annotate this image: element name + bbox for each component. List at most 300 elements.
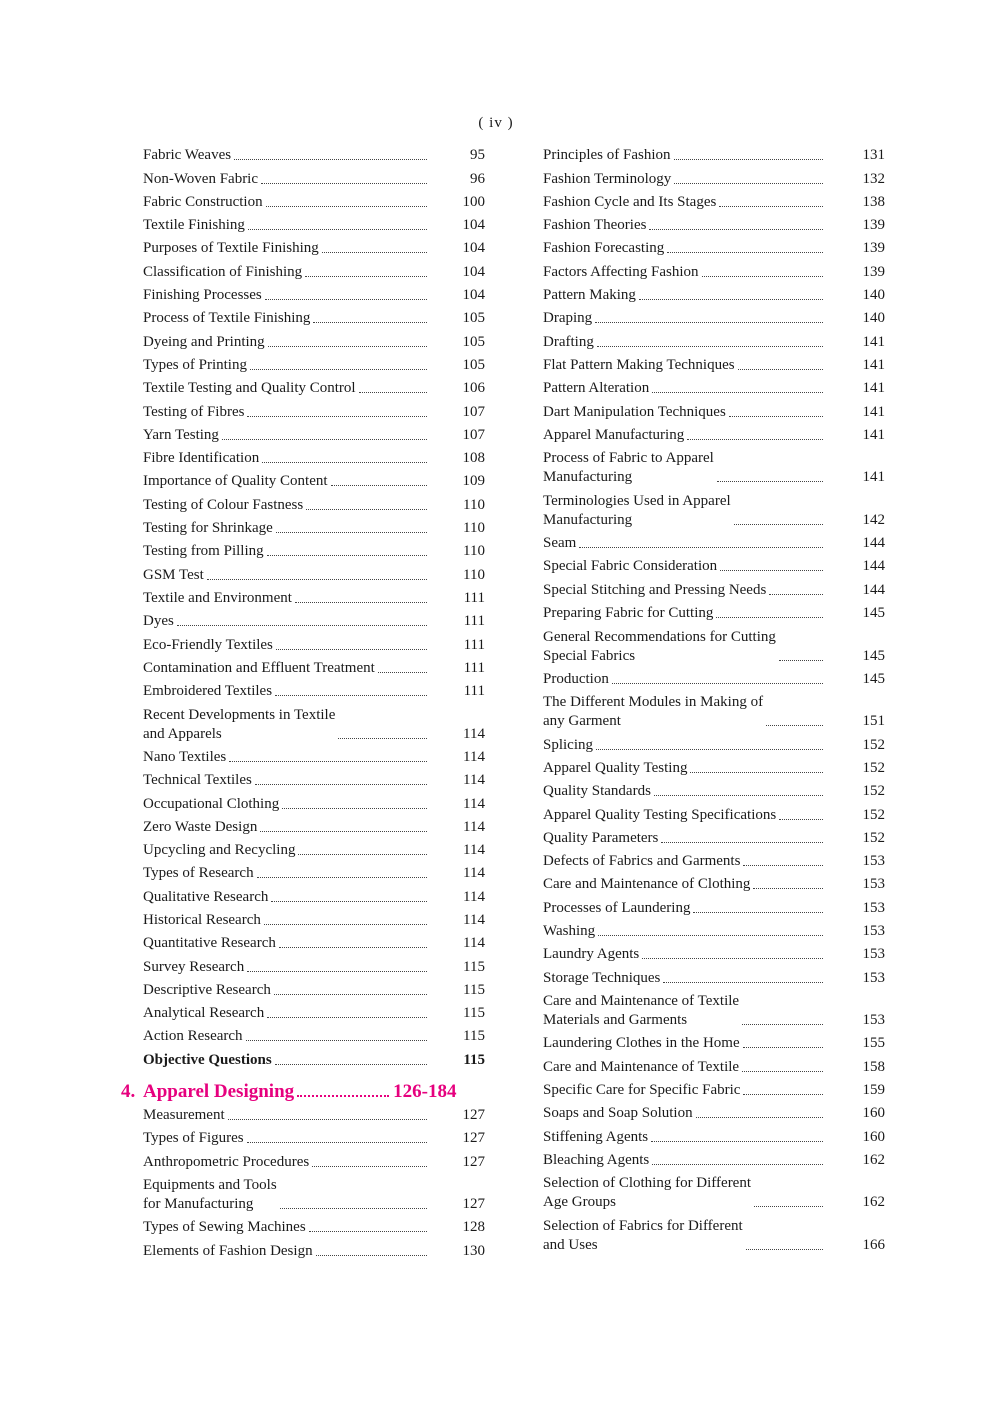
leader-dots [674,164,823,184]
toc-entry[interactable] [543,488,885,531]
toc-entry-page: 153 [862,923,885,940]
leader-dots [359,373,427,393]
toc-entry-title-line: Occupational Clothing [143,795,280,812]
toc-entry-title-line: Anthropometric Procedures [143,1153,310,1170]
toc-entry-title [543,216,646,235]
toc-entry-title [543,604,713,623]
toc-entry-title-line: Types of Figures [143,1130,244,1147]
toc-entry-title [143,356,247,375]
toc-entry-page: 111 [463,613,485,630]
toc-right-entries [543,143,885,1256]
leader-dots [743,1028,823,1048]
leader-dots [229,742,427,762]
toc-entry-page: 114 [463,935,485,952]
toc-entry-title [543,286,636,305]
toc-entry-title-line: Fashion Terminology [543,170,672,187]
toc-entry-title [143,519,273,538]
toc-entry-title-line: Textile Testing and Quality Control [143,380,356,397]
toc-entry-title-line: Selection of Fabrics for Different [543,1217,743,1234]
toc-entry-page: 111 [463,636,485,653]
toc-entry-title [543,1217,743,1255]
toc-entry-title [143,1051,272,1070]
toc-entry-title-line: Apparel Manufacturing [543,426,685,443]
toc-entry-title-line: any Garment [543,713,621,730]
toc-entry-title-line: Non-Woven Fabric [143,170,259,187]
toc-entry-title [143,1218,306,1237]
toc-entry-title-line: Special Stitching and Pressing Needs [543,581,767,598]
toc-entry-page: 105 [462,356,485,373]
toc-entry-title [543,534,576,553]
leader-dots [279,928,427,948]
toc-entry-title-line: Fabric Weaves [143,147,232,164]
toc-entry-page: 145 [862,647,885,664]
toc-entry-page: 115 [463,981,485,998]
toc-entry-page: 152 [862,759,885,776]
toc-entry-title-line: Types of Research [143,865,254,882]
chapter-page-range: 126-184 [393,1080,457,1102]
toc-entry[interactable] [543,779,885,802]
toc-entry-page: 114 [463,842,485,859]
leader-dots [642,939,823,959]
toc-entry-page: 152 [862,783,885,800]
toc-entry-title [543,309,592,328]
leader-dots [716,598,823,618]
toc-entry-title-line: Apparel Quality Testing Specifications [543,806,777,823]
toc-entry-title [543,1128,648,1147]
toc-entry-title [143,682,272,701]
leader-dots [652,373,823,393]
toc-entry-title-line: GSM Test [143,566,204,583]
toc-entry-page: 153 [862,969,885,986]
toc-entry-page: 132 [862,170,885,187]
toc-entry-title-line: Draping [543,310,593,327]
toc-entry-title [543,449,714,487]
leader-dots [719,187,823,207]
toc-entry-title-line: Stiffening Agents [543,1128,649,1145]
toc-entry-title [143,911,261,930]
toc-entry-title-line: for Manufacturing [143,1196,254,1213]
leader-dots [746,1230,823,1250]
toc-entry[interactable] [543,601,885,624]
toc-entry-page: 107 [462,403,485,420]
leader-dots [255,765,427,785]
toc-entry-title [143,146,231,165]
leader-dots [261,164,427,184]
toc-entry-title-line: Textile and Environment [143,589,292,606]
toc-entry-title-line: Analytical Research [143,1005,265,1022]
leader-dots [267,536,427,556]
toc-entry-title-line: Seam [543,535,577,552]
toc-entry-title [143,636,273,655]
toc-left-entries-chapter-4 [143,1103,485,1262]
toc-entry-title [543,146,671,165]
toc-entry-page: 114 [463,725,485,742]
toc-entry-title-line: Yarn Testing [143,426,219,443]
toc-entry-title-line: Manufacturing [543,511,633,528]
leader-dots [729,397,823,417]
toc-entry-page: 100 [462,193,485,210]
toc-entry-page: 95 [470,147,485,164]
toc-entry-title-line: Nano Textiles [143,748,227,765]
leader-dots [262,443,427,463]
toc-entry-title [543,899,690,918]
leader-dots [743,1075,823,1095]
toc-entry-title-line: Quality Standards [543,783,651,800]
toc-entry[interactable] [543,1171,885,1214]
toc-entry-title-line: Production [543,670,609,687]
leader-dots [717,462,823,482]
leader-dots [742,1005,823,1025]
toc-entry-page: 127 [462,1107,485,1124]
toc-entry-title [143,542,264,561]
leader-dots [264,905,427,925]
leader-dots [247,1123,427,1143]
toc-entry-page: 114 [463,865,485,882]
toc-entry-title-line: Special Fabric Consideration [543,558,718,575]
toc-entry-page: 110 [463,520,485,537]
toc-entry-page: 152 [862,806,885,823]
toc-entry-title [543,333,594,352]
toc-entry-title-line: Fashion Cycle and Its Stages [543,193,717,210]
leader-dots [316,1236,427,1256]
leader-dots [298,835,427,855]
toc-entry[interactable] [543,1213,885,1256]
toc-entry[interactable] [543,554,885,577]
toc-entry-page: 139 [862,263,885,280]
chapter-heading[interactable] [121,1071,485,1103]
toc-entry-page: 104 [462,217,485,234]
toc-entry-title-line: Historical Research [143,912,261,928]
toc-entry-title-line: The Different Modules in Making of [543,694,764,711]
toc-entry[interactable] [543,690,885,733]
leader-dots [696,1098,823,1118]
toc-entry-title-line: Splicing [543,736,594,753]
toc-entry-page: 106 [462,380,485,397]
toc-entry[interactable] [543,329,885,352]
leader-dots [322,233,427,253]
leader-dots [268,327,427,347]
leader-dots [246,1021,427,1041]
toc-entry-title [143,795,279,814]
toc-entry-title [143,216,245,235]
toc-entry-title [543,1174,751,1212]
toc-entry-page: 140 [862,287,885,304]
toc-entry-title [143,1176,277,1214]
toc-entry-page: 166 [862,1236,885,1253]
toc-entry-title-line: Types of Printing [143,356,247,373]
leader-dots [596,730,823,750]
toc-entry-title [543,239,664,258]
leader-dots [250,350,427,370]
toc-entry-title [143,612,174,631]
toc-entry-title-line: Age Groups [543,1194,616,1211]
leader-dots [693,893,823,913]
toc-entry-title [143,193,263,212]
toc-entry-title-line: Upcycling and Recycling [143,842,296,859]
toc-entry-title-line: and Uses [543,1236,598,1253]
leader-dots [306,490,427,510]
toc-entry-page: 109 [462,473,485,490]
toc-entry-title-line: Fashion Forecasting [543,240,665,257]
toc-entry[interactable] [543,667,885,690]
leader-dots [738,350,823,370]
toc-entry[interactable] [143,702,485,745]
toc-entry-title [143,888,268,907]
toc-entry-title [543,356,735,375]
toc-entry[interactable] [143,679,485,702]
leader-dots [248,210,427,230]
toc-entry-page: 144 [862,581,885,598]
toc-entry-title-line: Laundering Clothes in the Home [543,1035,740,1052]
toc-entry-title-line: Measurement [143,1107,225,1124]
chapter-title: Apparel Designing [143,1080,295,1102]
toc-entry-title [143,981,271,1000]
toc-entry-title [143,472,328,491]
leader-dots [667,233,823,253]
toc-entry[interactable] [143,446,485,469]
leader-dots [612,664,823,684]
toc-entry[interactable] [543,166,885,189]
toc-entry-title-line: Preparing Fabric for Cutting [543,605,714,622]
leader-dots [742,1052,823,1072]
toc-entry-page: 104 [462,287,485,304]
toc-entry[interactable] [543,624,885,667]
toc-entry[interactable] [143,1215,485,1238]
toc-entry[interactable] [543,826,885,849]
toc-entry-page: 127 [462,1130,485,1147]
toc-entry[interactable] [543,1031,885,1054]
toc-entry-title [543,1058,739,1077]
toc-entry-page: 141 [862,426,885,443]
toc-entry-title-line: Dyes [143,613,174,630]
toc-entry-title [143,864,254,883]
toc-entry[interactable] [143,213,485,236]
toc-entry-title [543,922,595,941]
toc-entry-page: 114 [463,912,485,928]
toc-entry[interactable] [143,1238,485,1261]
toc-left-entries [143,143,485,1071]
toc-entry[interactable] [543,376,885,399]
toc-entry-page: 158 [862,1058,885,1075]
chapter-number: 4. [121,1080,136,1102]
toc-entry-page: 96 [470,170,485,187]
leader-dots [652,1145,823,1165]
leader-dots [598,916,823,936]
leader-dots [222,420,427,440]
toc-entry-title [543,1151,649,1170]
toc-entry-page: 145 [862,605,885,622]
toc-entry[interactable] [543,531,885,554]
leader-dots [265,280,427,300]
toc-entry-page: 144 [862,558,885,575]
leader-dots [754,1187,823,1207]
toc-entry-title-line: Technical Textiles [143,772,252,789]
toc-entry-page: 141 [862,403,885,420]
toc-entry-title [143,379,356,398]
toc-entry-title [143,426,219,445]
leader-dots [280,1189,427,1209]
page-number: ( iv ) [478,115,514,131]
toc-entry-title-line: Terminologies Used in Apparel [543,492,731,509]
toc-entry-page: 114 [463,748,485,765]
toc-entry-title [143,1027,243,1046]
leader-dots [639,280,823,300]
toc-entry[interactable] [543,849,885,872]
toc-entry-title [543,1081,740,1100]
toc-entry-title-line: Process of Textile Finishing [143,310,311,327]
toc-entry-page: 110 [463,543,485,560]
toc-entry-title [543,806,776,825]
toc-entry[interactable] [143,1149,485,1172]
leader-dots [779,800,823,820]
toc-entry-title [143,659,375,678]
toc-entry-title [143,841,295,860]
toc-entry-title-line: Types of Sewing Machines [143,1219,306,1236]
toc-entry-title-line: and Apparels [143,725,222,742]
toc-entry-title-line: Factors Affecting Fashion [543,263,699,280]
toc-entry-title [143,1153,309,1172]
toc-entry-page: 111 [463,659,485,676]
toc-entry-page: 144 [862,535,885,552]
toc-entry[interactable] [143,353,485,376]
toc-entry-title-line: Special Fabrics [543,647,636,664]
toc-entry-page: 142 [862,511,885,528]
toc-entry-title-line: Textile Finishing [143,217,245,234]
leader-dots [228,1100,427,1120]
toc-entry-title-line: General Recommendations for Cutting [543,628,776,645]
toc-entry-title-line: Apparel Quality Testing [543,759,688,776]
toc-entry-title [143,263,302,282]
toc-entry[interactable] [143,1047,485,1070]
toc-entry-title-line: Testing of Colour Fastness [143,496,304,513]
toc-entry[interactable] [143,632,485,655]
toc-entry-title [143,309,310,328]
toc-entry-page: 111 [463,683,485,700]
toc-entry-page: 104 [462,240,485,257]
toc-entry-title-line: Qualitative Research [143,888,269,905]
leader-dots [734,505,823,525]
toc-entry-title-line: Embroidered Textiles [143,683,273,700]
toc-entry-title [143,818,257,837]
toc-entry-title-line: Eco-Friendly Textiles [143,636,273,653]
toc-entry-page: 141 [862,469,885,486]
toc-entry-page: 153 [862,853,885,870]
toc-entry-title-line: Laundry Agents [543,946,640,963]
leader-dots [276,630,427,650]
toc-entry-page: 160 [862,1128,885,1145]
toc-entry-page: 110 [463,496,485,513]
toc-entry-title [543,263,699,282]
toc-entry-title [143,706,335,744]
toc-entry-page: 114 [463,818,485,835]
toc-entry-title [143,1106,225,1125]
leader-dots [312,1147,427,1167]
toc-entry-page: 152 [862,736,885,753]
leader-dots [309,1212,427,1232]
toc-entry-title [143,333,265,352]
toc-entry-page: 160 [862,1105,885,1122]
toc-entry[interactable] [543,989,885,1032]
leader-dots [595,303,823,323]
toc-entry-page: 162 [862,1151,885,1168]
toc-entry-title-line: Flat Pattern Making Techniques [543,356,735,373]
leader-dots [663,963,823,983]
toc-entry-page: 128 [462,1219,485,1236]
leader-dots [276,513,427,533]
toc-entry-page: 141 [862,356,885,373]
toc-entry-title-line: Manufacturing [543,469,633,486]
toc-entry-page: 153 [862,876,885,893]
toc-entry-title-line: Zero Waste Design [143,818,258,835]
toc-entry-title-line: Quality Parameters [543,829,659,846]
leader-dots [651,1122,823,1142]
toc-entry-page: 152 [862,829,885,846]
toc-entry-title [143,1004,264,1023]
toc-entry-title-line: Pattern Making [543,287,636,304]
toc-entry-title [543,492,731,530]
toc-entry-title [543,992,739,1030]
toc-entry[interactable] [543,423,885,446]
toc-entry-title-line: Selection of Clothing for Different [543,1175,752,1192]
toc-entry-title [143,239,319,258]
toc-entry-title [543,170,671,189]
toc-entry-title [543,693,763,731]
toc-entry-title [143,566,204,585]
toc-entry-title-line: Bleaching Agents [543,1151,650,1168]
leader-dots [295,583,427,603]
toc-entry[interactable] [543,446,885,489]
toc-entry-title-line: Processes of Laundering [543,899,691,916]
toc-entry-page: 114 [463,795,485,812]
toc-entry[interactable] [543,1054,885,1077]
toc-entry-title [543,193,716,212]
toc-entry-title-line: Materials and Garments [543,1012,688,1029]
toc-entry-title [543,875,750,894]
leader-dots [378,653,427,673]
toc-entry[interactable] [143,1173,485,1216]
leader-dots [597,327,823,347]
toc-entry-title-line: Pattern Alteration [543,380,650,397]
toc-entry-title-line: Elements of Fashion Design [143,1242,313,1259]
toc-entry-title-line: Dart Manipulation Techniques [543,403,726,420]
toc-entry-title-line: Soaps and Soap Solution [543,1105,693,1122]
toc-entry-page: 127 [462,1153,485,1170]
leader-dots [338,719,427,739]
toc-entry-title [543,403,726,422]
toc-entry-title [143,1242,313,1261]
leader-dots [266,187,427,207]
toc-entry-page: 110 [463,566,485,583]
leader-dots [275,1045,427,1065]
toc-entry-page: 114 [463,772,485,789]
toc-entry[interactable] [543,1148,885,1171]
leader-dots [177,606,427,626]
toc-entry-page: 130 [462,1242,485,1259]
toc-entry-title-line: Defects of Fabrics and Garments [543,853,741,870]
toc-entry-title-line: Process of Fabric to Apparel [543,450,714,467]
toc-entry-title-line: Principles of Fashion [543,147,671,164]
leader-dots [579,528,823,548]
toc-entry[interactable] [543,965,885,988]
toc-entry-title [143,170,258,189]
toc-entry[interactable] [543,577,885,600]
toc-entry-title-line: Contamination and Effluent Treatment [143,659,375,676]
leader-dots [305,257,427,277]
toc-entry-title-line: Testing from Pilling [143,543,264,560]
toc-entry-page: 151 [862,713,885,730]
toc-entry-title [543,829,658,848]
toc-entry-title-line: Testing of Fibres [143,403,245,420]
